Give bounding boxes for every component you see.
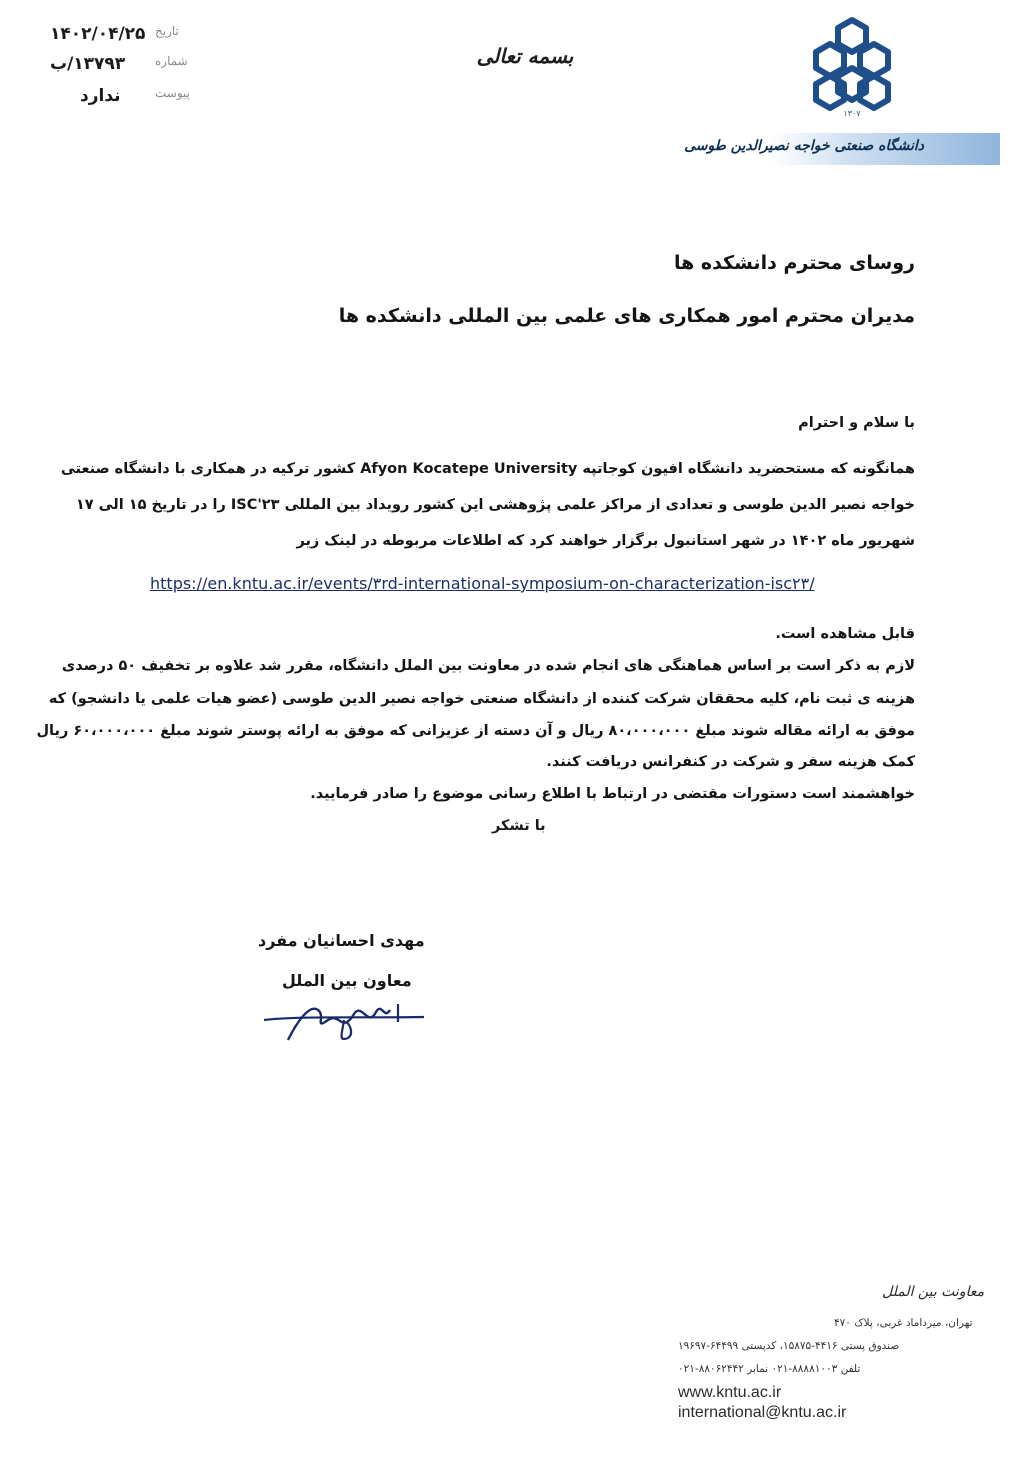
- meta-date-value: ۱۴۰۲/۰۴/۲۵: [50, 24, 146, 44]
- meta-attachment-value: ندارد: [80, 86, 121, 106]
- handwritten-signature: [258, 990, 433, 1050]
- paragraph-2-line: خواهشمند است دستورات مقتضی در ارتباط با اطلاع رسانی موضوع را صادر فرمایید.: [310, 786, 915, 802]
- meta-number: [40, 54, 210, 78]
- meta-date: [40, 24, 210, 48]
- footer-pobox: صندوق پستی ۴۴۱۶-۱۵۸۷۵، کدپستی ۶۴۴۹۹-۱۹۶۹۷: [678, 1340, 900, 1352]
- signature-scrawl: [258, 990, 433, 1050]
- paragraph-1-line: شهریور ماه ۱۴۰۲ در شهر استانبول برگزار خواهند کرد که اطلاعات مربوطه در لینک زیر: [296, 533, 915, 549]
- signatory-name: مهدی احسانیان مفرد: [258, 931, 425, 950]
- footer-department: معاونت بین الملل: [882, 1284, 985, 1300]
- meta-attachment: [40, 86, 210, 110]
- bismillah-heading: بسمه تعالی: [476, 44, 574, 68]
- meta-date-label: تاریخ: [155, 24, 179, 38]
- closing: با تشکر: [492, 818, 546, 834]
- footer-phone: تلفن ۸۸۸۸۱۰۰۳-۰۲۱ نمابر ۸۸۰۶۲۴۴۲-۰۲۱: [678, 1363, 861, 1375]
- paragraph-2-line: لازم به ذکر است بر اساس هماهنگی های انجام شده در معاونت بین الملل دانشگاه، مقرر شد علاوه بر تخفیف ۵۰ درصدی: [61, 658, 915, 674]
- footer-website[interactable]: www.kntu.ac.ir: [678, 1384, 782, 1401]
- paragraph-2-line: موفق به ارائه مقاله شوند مبلغ ۸۰،۰۰۰،۰۰۰ ریال و آن دسته از عزیزانی که موفق به ارائه پوستر شوند مبلغ ۶۰،۰۰۰،۰۰۰ ریال: [36, 723, 915, 739]
- addressee-managers: مدیران محترم امور همکاری های علمی بین المللی دانشکده ها: [338, 305, 915, 327]
- meta-number-label: شماره: [155, 54, 188, 68]
- university-logo: [806, 14, 898, 118]
- addressee-deans: روسای محترم دانشکده ها: [673, 252, 915, 274]
- kntu-logo-icon: [806, 14, 898, 118]
- meta-attachment-label: پیوست: [155, 86, 190, 100]
- university-name: دانشگاه صنعتی خواجه نصیرالدین طوسی: [684, 138, 924, 154]
- paragraph-1-line: همانگونه که مستحضرید دانشگاه افیون کوجاتپه Afyon Kocatepe University کشور ترکیه در همکاری با دانشگاه صنعتی: [60, 461, 915, 477]
- logo-year: ۱۳۰۷: [843, 109, 861, 118]
- meta-number-value: ۱۳۷۹۳/ب: [50, 54, 126, 74]
- footer-email[interactable]: international@kntu.ac.ir: [678, 1404, 847, 1421]
- paragraph-2-line: هزینه ی ثبت نام، کلیه محققان شرکت کننده از دانشگاه صنعتی خواجه نصیر الدین طوسی (عضو هیات علمی یا دانشجو) که: [48, 691, 915, 707]
- paragraph-1-line: خواجه نصیر الدین طوسی و تعدادی از مراکز علمی پژوهشی این کشور رویداد بین المللی ISC'۲۳ را در تاریخ ۱۵ الی ۱۷: [75, 497, 915, 513]
- paragraph-2-line: قابل مشاهده است.: [775, 626, 915, 642]
- greeting: با سلام و احترام: [798, 415, 915, 431]
- signatory-title: معاون بین الملل: [282, 971, 412, 990]
- footer-address: تهران، میرداماد غربی، پلاک ۴۷۰: [834, 1317, 973, 1329]
- paragraph-2-line: کمک هزینه سفر و شرکت در کنفرانس دریافت کنند.: [546, 754, 915, 770]
- university-banner: [684, 133, 1000, 165]
- event-link[interactable]: https://en.kntu.ac.ir/events/۳rd-international-symposium-on-characterization-isc۲۳/: [150, 574, 815, 593]
